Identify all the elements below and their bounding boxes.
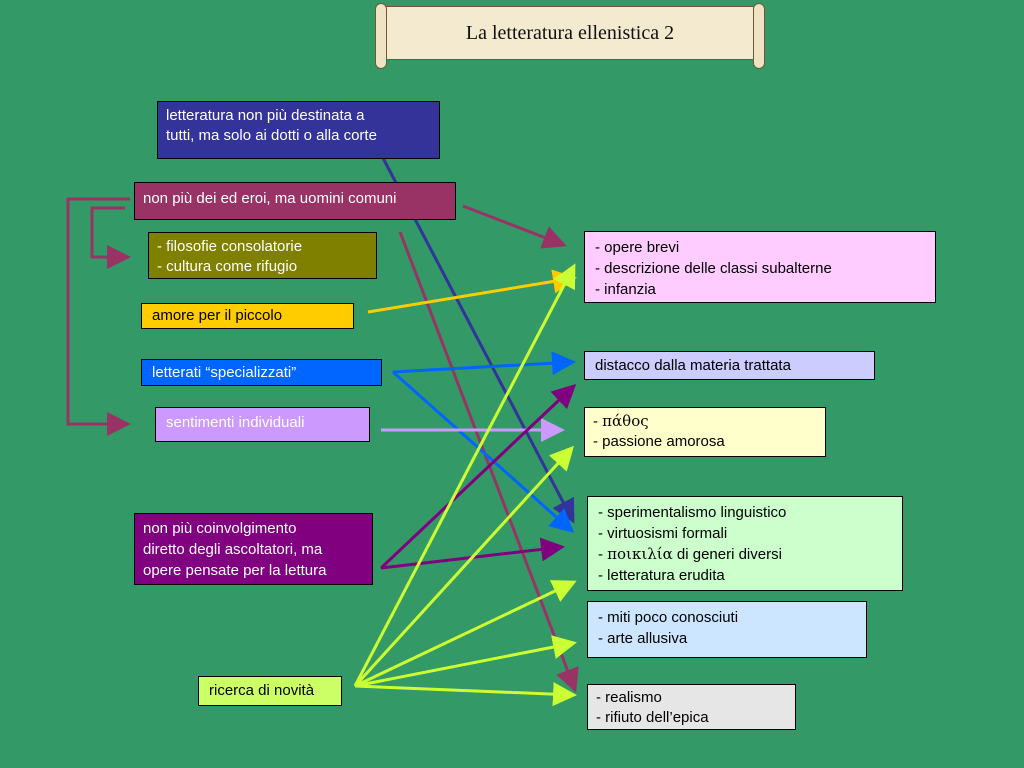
box-sperimentalismo (587, 496, 903, 591)
pathos-prefix: - (593, 413, 603, 430)
pathos-line (593, 411, 817, 432)
poikilia-greek-word: ποικιλία (607, 545, 673, 563)
left-bracket-lines (68, 199, 130, 424)
poikilia-suffix: di generi diversi (672, 546, 782, 563)
passione-line: - passione amorosa (593, 433, 725, 450)
box-letterati: letterati “specializzati” (141, 359, 382, 386)
box-sentimenti: sentimenti individuali (155, 407, 370, 442)
box-piccolo: amore per il piccolo (141, 303, 354, 329)
arrow-letterati-speriment (393, 372, 572, 531)
box-filosofie: - filosofie consolatorie - cultura come rifugio (148, 232, 377, 279)
erudita-line: - letteratura erudita (598, 567, 725, 584)
arrow-novita-opere (355, 266, 574, 686)
arrow-eroi-realismo (400, 232, 575, 690)
box-opere-brevi: - opere brevi - descrizione delle classi subalterne - infanzia (584, 231, 936, 303)
poikilia-prefix: - (598, 546, 608, 563)
box-eroi: non più dei ed eroi, ma uomini comuni (134, 182, 456, 220)
arrow-piccolo-opere (368, 278, 574, 312)
slide-title: La letteratura ellenistica 2 (465, 21, 675, 44)
box-pathos (584, 407, 826, 457)
arrow-letterati-distacco (393, 362, 573, 372)
poikilia-line (598, 544, 892, 565)
speriment-lines: - sperimentalismo linguistico - virtuosismi formali (598, 504, 787, 542)
box-novita: ricerca di novità (198, 676, 342, 706)
arrow-novita-realismo (355, 686, 574, 695)
pathos-greek-word: πάθος (602, 412, 649, 430)
box-miti: - miti poco conosciuti - arte allusiva (587, 601, 867, 658)
box-destinata: letteratura non più destinata a tutti, ma solo ai dotti o alla corte (157, 101, 440, 159)
box-realismo: - realismo - rifiuto dell’epica (587, 684, 796, 730)
arrow-novita-speriment (355, 582, 574, 686)
box-distacco: distacco dalla materia trattata (584, 351, 875, 380)
box-coinvolgimento: non più coinvolgimento diretto degli ascoltatori, ma opere pensate per la lettura (134, 513, 373, 585)
arrow-eroi-opere (463, 206, 564, 245)
